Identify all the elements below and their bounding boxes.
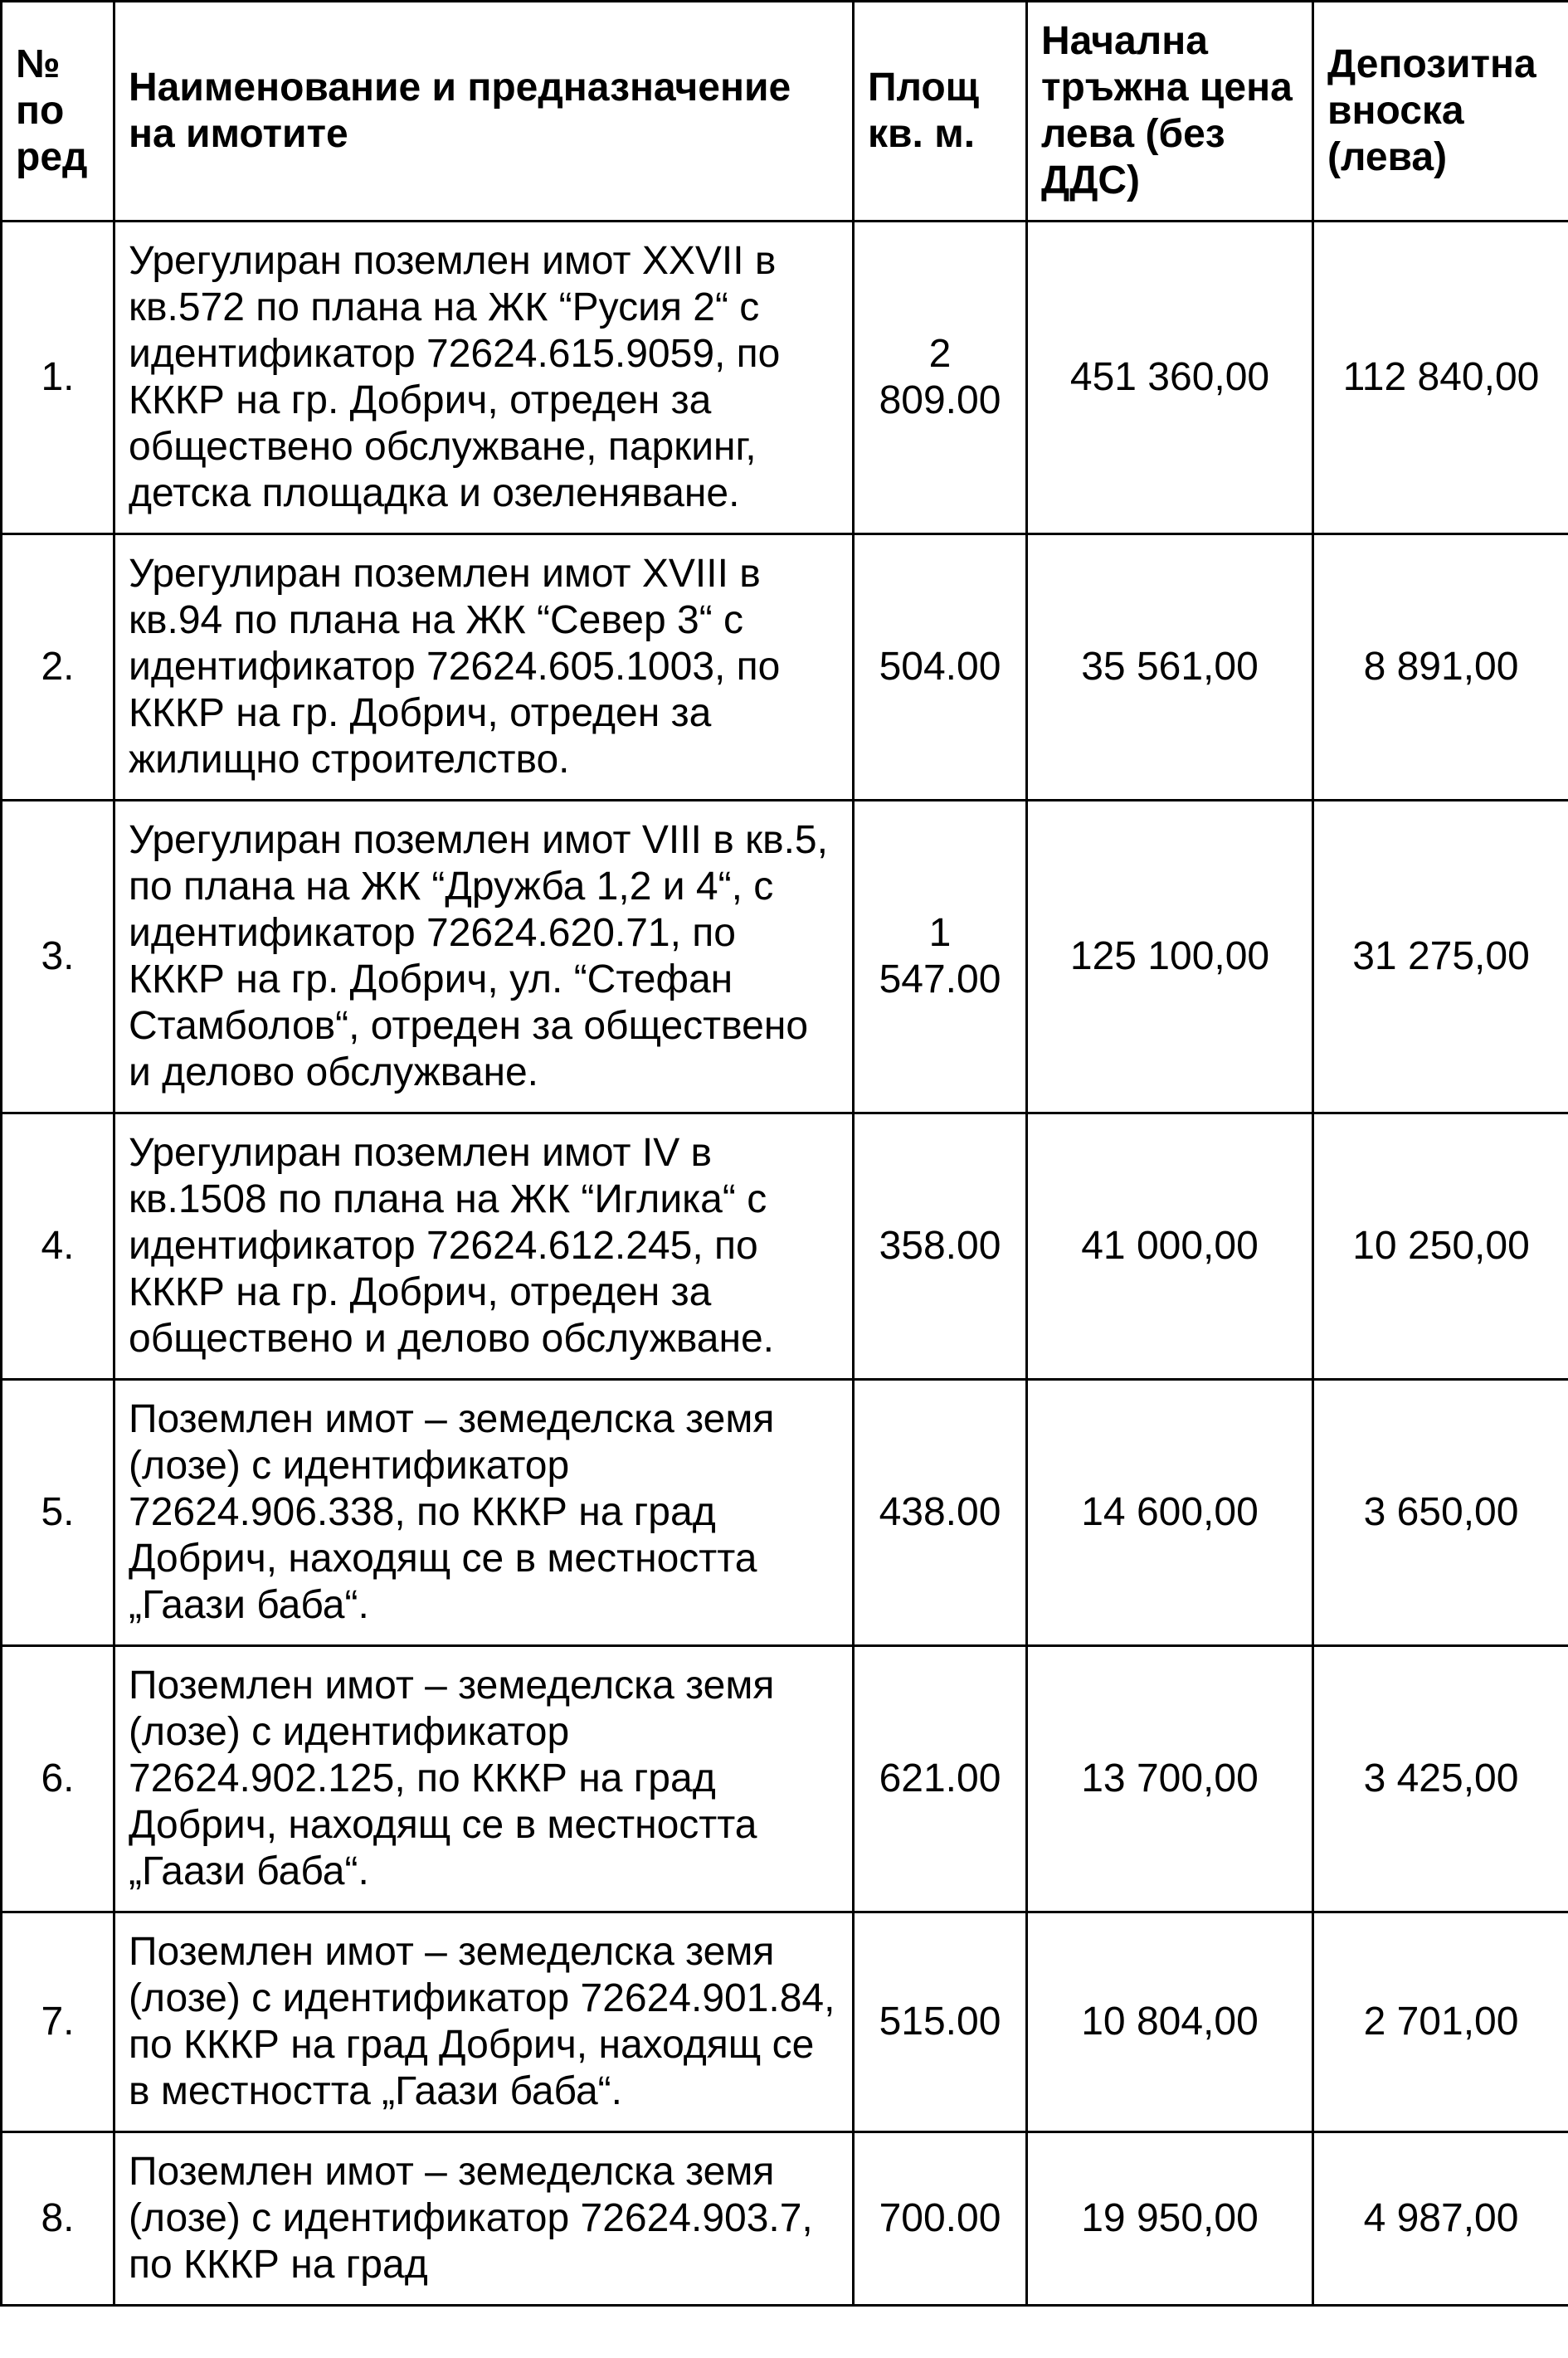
table-row: [2, 1380, 1568, 1646]
area-cell: 700.00: [854, 2132, 1027, 2306]
property-description-cell: Поземлен имот – земеделска земя (лозе) с идентификатор 72624.903.7, по КККР на град: [114, 2132, 854, 2306]
starting-price-cell: 19 950,00: [1027, 2132, 1313, 2306]
header-row: [2, 2, 1568, 222]
area-cell: 438.00: [854, 1380, 1027, 1646]
table-row: [2, 801, 1568, 1113]
deposit-cell: 4 987,00: [1313, 2132, 1568, 2306]
row-number-cell: 3.: [2, 801, 114, 1113]
row-number-cell: 4.: [2, 1113, 114, 1380]
starting-price-cell: 451 360,00: [1027, 222, 1313, 534]
row-number-cell: 6.: [2, 1646, 114, 1912]
header-property-name: Наименование и предназначение на имотите: [114, 2, 854, 222]
starting-price-cell: 35 561,00: [1027, 534, 1313, 801]
property-description-cell: Урегулиран поземлен имот XVIII в кв.94 по плана на ЖК “Север 3“ с идентификатор 72624.605.1003, по КККР на гр. Добрич, отреден за жилищно строителство.: [114, 534, 854, 801]
row-number-cell: 8.: [2, 2132, 114, 2306]
area-cell: 621.00: [854, 1646, 1027, 1912]
row-number-cell: 1.: [2, 222, 114, 534]
table-row: [2, 2132, 1568, 2306]
starting-price-cell: 41 000,00: [1027, 1113, 1313, 1380]
starting-price-cell: 13 700,00: [1027, 1646, 1313, 1912]
table-row: [2, 222, 1568, 534]
deposit-cell: 2 701,00: [1313, 1912, 1568, 2132]
header-deposit: Депозитна вноска (лева): [1313, 2, 1568, 222]
starting-price-cell: 14 600,00: [1027, 1380, 1313, 1646]
table-row: [2, 534, 1568, 801]
deposit-cell: 31 275,00: [1313, 801, 1568, 1113]
header-starting-price: Начална тръжна цена лева (без ДДС): [1027, 2, 1313, 222]
starting-price-cell: 125 100,00: [1027, 801, 1313, 1113]
table-row: [2, 1113, 1568, 1380]
property-description-cell: Поземлен имот – земеделска земя (лозе) с идентификатор 72624.902.125, по КККР на град Добрич, находящ се в местността „Гаази баба“.: [114, 1646, 854, 1912]
deposit-cell: 3 425,00: [1313, 1646, 1568, 1912]
table-row: [2, 1912, 1568, 2132]
area-cell: 515.00: [854, 1912, 1027, 2132]
area-cell: 2 809.00: [854, 222, 1027, 534]
property-description-cell: Поземлен имот – земеделска земя (лозе) с идентификатор 72624.906.338, по КККР на град Добрич, находящ се в местността „Гаази баба“.: [114, 1380, 854, 1646]
row-number-cell: 7.: [2, 1912, 114, 2132]
deposit-cell: 8 891,00: [1313, 534, 1568, 801]
deposit-cell: 10 250,00: [1313, 1113, 1568, 1380]
header-area: Площ кв. м.: [854, 2, 1027, 222]
deposit-cell: 112 840,00: [1313, 222, 1568, 534]
property-description-cell: Урегулиран поземлен имот XXVII в кв.572 по плана на ЖК “Русия 2“ с идентификатор 72624.615.9059, по КККР на гр. Добрич, отреден за обществено обслужване, паркинг, детска площадка и озеленяване.: [114, 222, 854, 534]
header-row-number: № по ред: [2, 2, 114, 222]
starting-price-cell: 10 804,00: [1027, 1912, 1313, 2132]
area-cell: 1 547.00: [854, 801, 1027, 1113]
row-number-cell: 5.: [2, 1380, 114, 1646]
deposit-cell: 3 650,00: [1313, 1380, 1568, 1646]
area-cell: 358.00: [854, 1113, 1027, 1380]
table-row: [2, 1646, 1568, 1912]
property-description-cell: Урегулиран поземлен имот VIII в кв.5, по плана на ЖК “Дружба 1,2 и 4“, с идентификатор 72624.620.71, по КККР на гр. Добрич, ул. “Стефан Стамболов“, отреден за обществено и делово обслужване.: [114, 801, 854, 1113]
property-description-cell: Поземлен имот – земеделска земя (лозе) с идентификатор 72624.901.84, по КККР на град Добрич, находящ се в местността „Гаази баба“.: [114, 1912, 854, 2132]
row-number-cell: 2.: [2, 534, 114, 801]
property-description-cell: Урегулиран поземлен имот IV в кв.1508 по плана на ЖК “Иглика“ с идентификатор 72624.612.245, по КККР на гр. Добрич, отреден за обществено и делово обслужване.: [114, 1113, 854, 1380]
area-cell: 504.00: [854, 534, 1027, 801]
